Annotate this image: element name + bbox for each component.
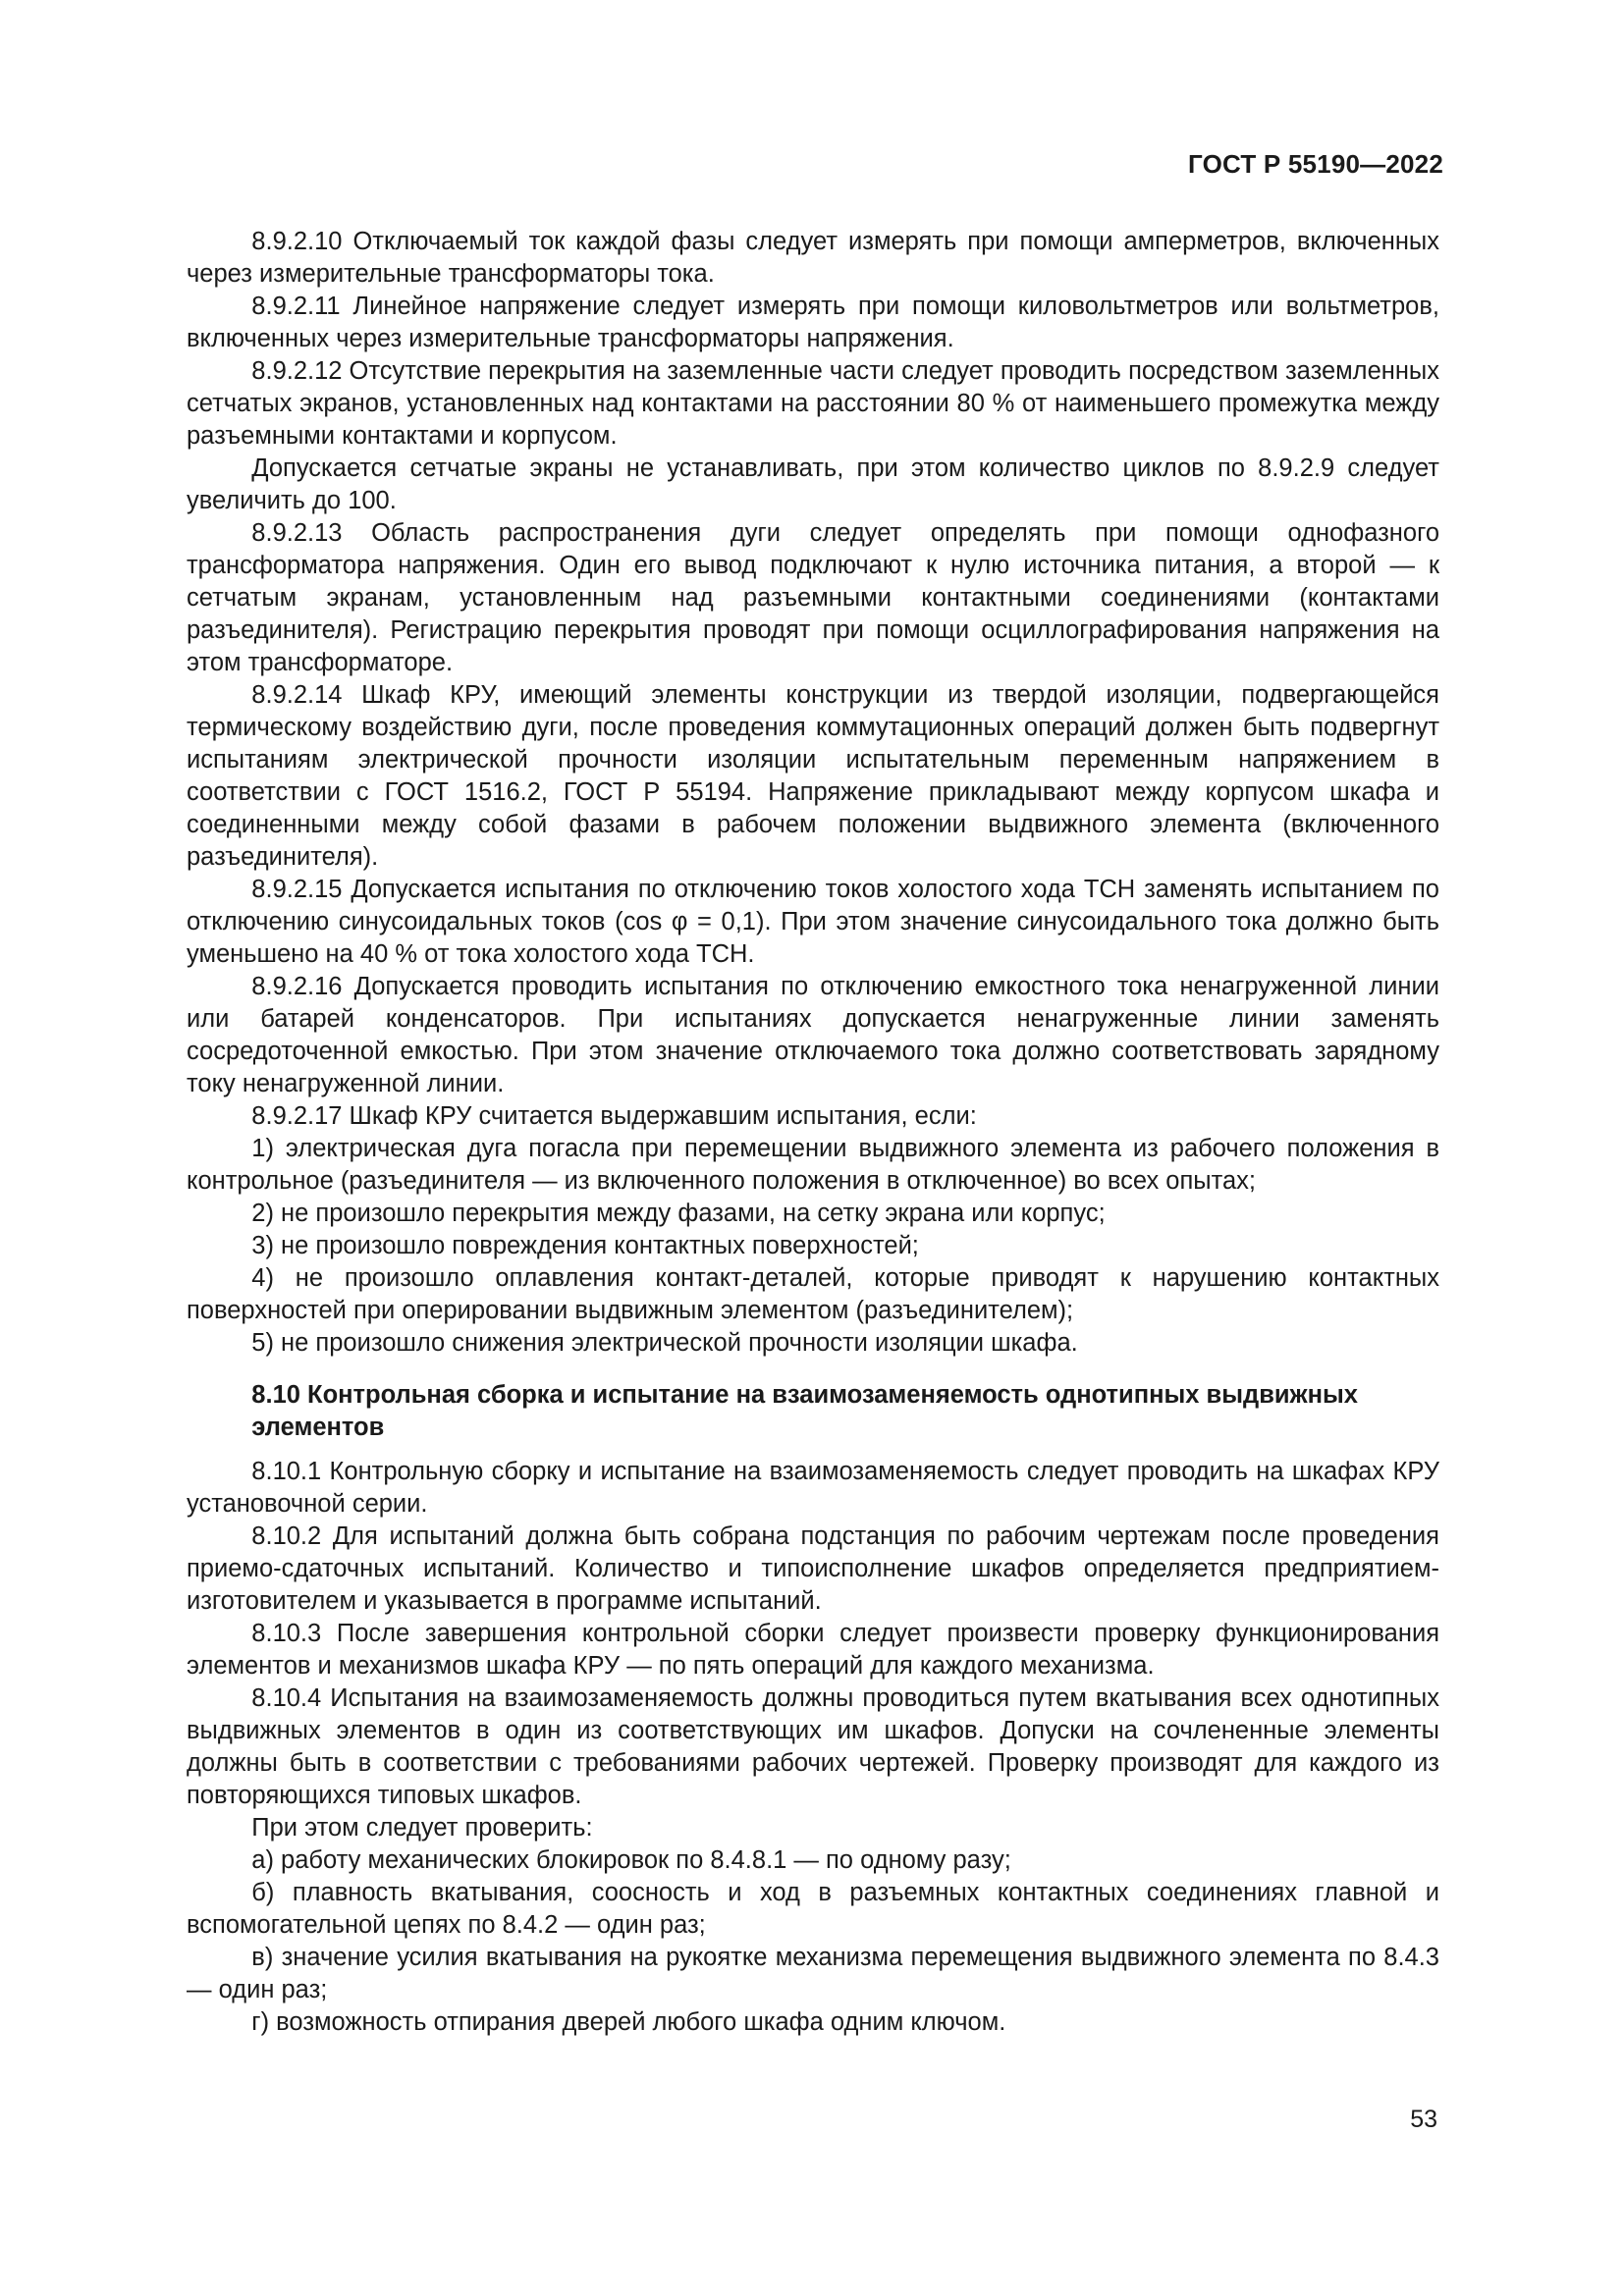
paragraph-check-intro: При этом следует проверить: — [251, 1814, 593, 1842]
list-item-4: 4) не произошло оплавления контакт-деталей, которые приводят к нарушению контактных поверхностей при оперировании выдвижным элементом (разъединителем); — [187, 1264, 1439, 1324]
document-body — [187, 226, 1439, 2039]
list-item-2: 2) не произошло перекрытия между фазами, на сетку экрана или корпус; — [251, 1200, 1106, 1227]
paragraph-8-9-2-16: 8.9.2.16 Допускается проводить испытания по отключению емкостного тока ненагруженной линии или батарей конденсаторов. При испытаниях допускается ненагруженные линии заменять сосредоточенной емкостью. При этом значение отключаемого тока должно соответствовать зарядному току ненагруженной линии. — [187, 973, 1439, 1097]
paragraph-8-9-2-17: 8.9.2.17 Шкаф КРУ считается выдержавшим испытания, если: — [251, 1102, 977, 1130]
list-item-b: б) плавность вкатывания, соосность и ход в разъемных контактных соединениях главной и вспомогательной цепях по 8.4.2 — один раз; — [187, 1879, 1439, 1939]
standard-code-header: ГОСТ Р 55190—2022 — [1188, 149, 1443, 179]
list-item-5: 5) не произошло снижения электрической прочности изоляции шкафа. — [251, 1329, 1078, 1357]
paragraph-screens-note: Допускается сетчатые экраны не устанавливать, при этом количество циклов по 8.9.2.9 следует увеличить до 100. — [187, 454, 1439, 514]
paragraph-8-9-2-10: 8.9.2.10 Отключаемый ток каждой фазы следует измерять при помощи амперметров, включенных через измерительные трансформаторы тока. — [187, 228, 1439, 288]
paragraph-8-9-2-13: 8.9.2.13 Область распространения дуги следует определять при помощи однофазного трансформатора напряжения. Один его вывод подключают к нулю источника питания, а второй — к сетчатым экранам, установленным над разъемными контактными соединениями (контактами разъединителя). Регистрацию перекрытия проводят при помощи осциллографирования напряжения на этом трансформаторе. — [187, 519, 1439, 676]
paragraph-8-9-2-14: 8.9.2.14 Шкаф КРУ, имеющий элементы конструкции из твердой изоляции, подвергающейся термическому воздействию дуги, после проведения коммутационных операций должен быть подвергнут испытаниям электрической прочности изоляции испытательным переменным напряжением в соответствии с ГОСТ 1516.2, ГОСТ Р 55194. Напряжение прикладывают между корпусом шкафа и соединенными между собой фазами в рабочем положении выдвижного элемента (включенного разъединителя). — [187, 681, 1439, 871]
paragraph-8-9-2-15: 8.9.2.15 Допускается испытания по отключению токов холостого хода ТСН заменять испытанием по отключению синусоидальных токов (cos φ = 0,1). При этом значение синусоидального тока должно быть уменьшено на 40 % от тока холостого хода ТСН. — [187, 876, 1439, 968]
paragraph-8-10-4: 8.10.4 Испытания на взаимозаменяемость должны проводиться путем вкатывания всех однотипных выдвижных элементов в один из соответствующих им шкафов. Допуски на сочлененные элементы должны быть в соответствии с требованиями рабочих чертежей. Проверку производят для каждого из повторяющихся типовых шкафов. — [187, 1684, 1439, 1809]
paragraph-8-9-2-12: 8.9.2.12 Отсутствие перекрытия на заземленные части следует проводить посредством заземленных сетчатых экранов, установленных над контактами на расстоянии 80 % от наименьшего промежутка между разъемными контактами и корпусом. — [187, 357, 1439, 450]
list-item-3: 3) не произошло повреждения контактных поверхностей; — [251, 1232, 919, 1259]
list-item-v: в) значение усилия вкатывания на рукоятке механизма перемещения выдвижного элемента по 8.4.3 — один раз; — [187, 1944, 1439, 2003]
paragraph-8-10-1: 8.10.1 Контрольную сборку и испытание на взаимозаменяемость следует проводить на шкафах КРУ установочной серии. — [187, 1458, 1439, 1518]
list-item-g: г) возможность отпирания дверей любого шкафа одним ключом. — [251, 2008, 1006, 2036]
list-item-1: 1) электрическая дуга погасла при перемещении выдвижного элемента из рабочего положения в контрольное (разъединителя — из включенного положения в отключенное) во всех опытах; — [187, 1135, 1439, 1195]
paragraph-8-9-2-11: 8.9.2.11 Линейное напряжение следует измерять при помощи киловольтметров или вольтметров, включенных через измерительные трансформаторы напряжения. — [187, 293, 1439, 352]
paragraph-8-10-2: 8.10.2 Для испытаний должна быть собрана подстанция по рабочим чертежам после проведения приемо-сдаточных испытаний. Количество и типоисполнение шкафов определяется предприятием-изготовителем и указывается в программе испытаний. — [187, 1522, 1439, 1615]
section-heading-8-10: 8.10 Контрольная сборка и испытание на взаимозаменяемость однотипных выдвижных элементов — [251, 1381, 1358, 1441]
paragraph-8-10-3: 8.10.3 После завершения контрольной сборки следует произвести проверку функционирования элементов и механизмов шкафа КРУ — по пять операций для каждого механизма. — [187, 1620, 1439, 1680]
page-number: 53 — [1410, 2106, 1437, 2133]
list-item-a: а) работу механических блокировок по 8.4.8.1 — по одному разу; — [251, 1846, 1011, 1874]
